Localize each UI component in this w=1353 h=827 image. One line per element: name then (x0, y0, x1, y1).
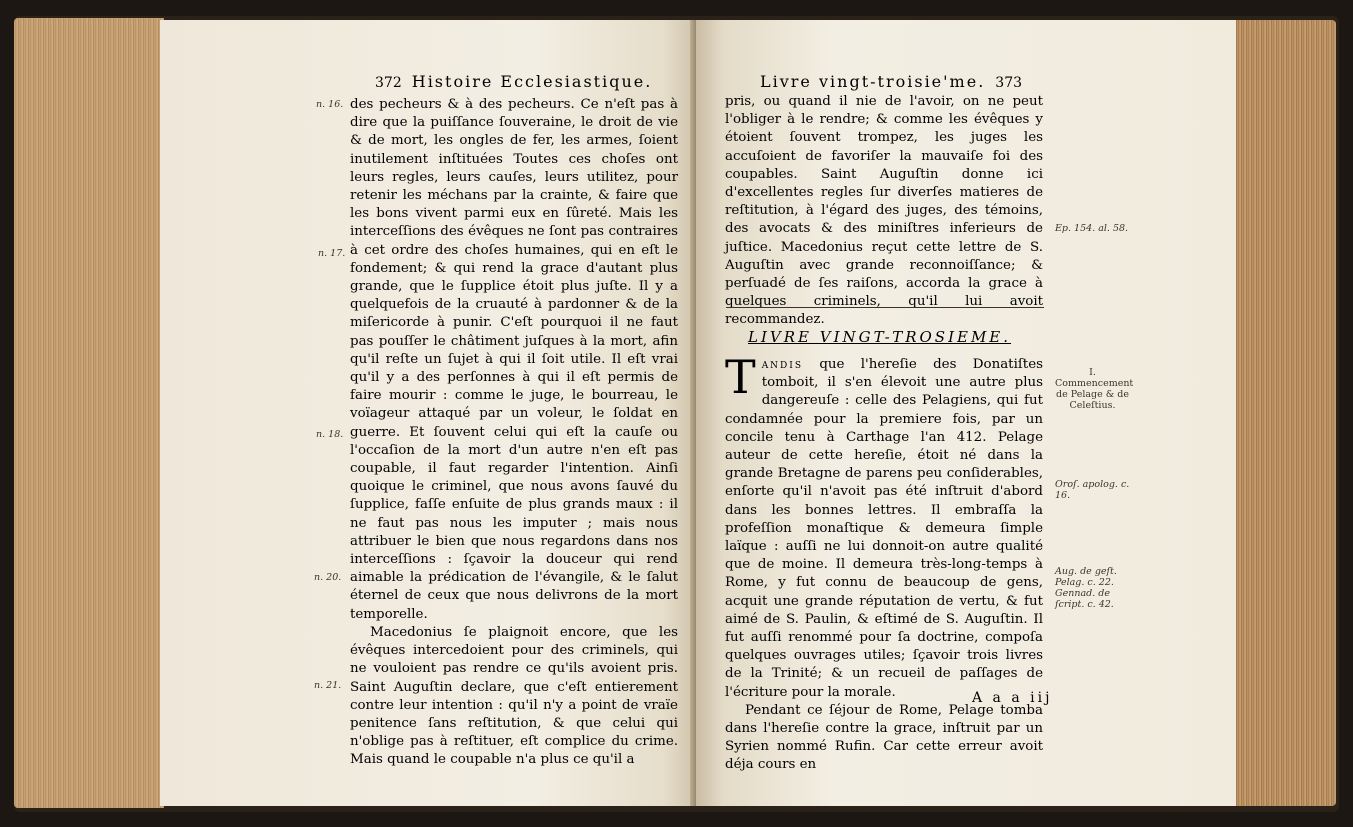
right-margin-note: Ep. 154. al. 58. (1055, 223, 1129, 234)
section-heading: LIVRE VINGT-TROSIEME. (748, 328, 1012, 346)
right-margin-note: Aug. de geſt. Pelag. c. 22. Gennad. de ſcript. c. 42. (1055, 566, 1117, 610)
drop-cap: T (725, 350, 756, 404)
left-margin-note: n. 17. (318, 248, 346, 259)
first-word: andis (761, 357, 803, 372)
left-running-title: Histoire Ecclesiastique. (411, 72, 653, 91)
right-paragraph-second: Pendant ce ſéjour de Rome, Pelage tomba dans l'hereſie contre la grace, inſtruit par un Syrien nommé Rufin. Car cette erreur avoit déja cours en (725, 702, 1043, 773)
right-margin-note: I. Commencement de Pelage & de Celeſtius. (1055, 367, 1134, 411)
left-margin-note: n. 16. (316, 99, 344, 110)
left-page-number: 372 (375, 75, 402, 91)
right-top-text (725, 93, 1043, 330)
right-paragraph-top: pris, ou quand il nie de l'avoir, on ne peut l'obliger à le rendre; & comme les évêques y étoient ſouvent trompez, les juges les accuſoient de favoriſer la mauvaiſe foi des coupables. Saint Auguſtin donne ici d'excellentes regles ſur diverſes matieres de reſtitution, à l'égard des juges, des témoins, des avocats & des miniſtres inferieurs de juſtice. Macedonius reçut cette lettre de S. Auguſtin avec grande reconnoiſſance; & perſuadé de ſes raiſons, accorda la grace à quelques criminels, qu'il lui avoit recommandez. (725, 94, 1043, 328)
left-running-head (365, 72, 652, 91)
left-body-text (350, 96, 678, 770)
signature-mark: A a a iij (972, 690, 1053, 706)
right-page-edges (1232, 20, 1336, 806)
left-paragraph-2: Macedonius ſe plaignoit encore, que les évêques intercedoient pour des criminels, qui ne vouloient pas rendre ce qu'ils avoient pris. Saint Auguſtin declare, que c'eſt entierement contre leur intention : qu'il n'y a point de vraïe penitence ſans reſtitution, & que celui qui n'oblige pas à reſtituer, eſt complice du crime. Mais quand le coupable n'a plus ce qu'il a (350, 624, 678, 768)
right-margin-note: Oroſ. apolog. c. 16. (1055, 479, 1130, 501)
left-paragraph-1: des pecheurs & à des pecheurs. Ce n'eſt pas à dire que la puiſſance ſouveraine, le droit de vie & de mort, les ongles de fer, les armes, ſoient inutilement inſtituées Toutes ces choſes ont leurs regles, leurs cauſes, leurs utilitez, pour retenir les méchans par la crainte, & faire que les bons vivent parmi eux en ſûreté. Mais les interceſſions des évêques ne ſont pas contraires à cet ordre des choſes humaines, qui en eſt le fondement; & qui rend la grace d'autant plus grande, que le ſupplice étoit plus juſte. Il y a quelquefois de la cruauté à pardonner & de la miſericorde à punir. C'eſt pourquoi il ne faut pas pouſſer le châtiment juſques à la mort, afin qu'il reſte un ſujet à qui il ſoit utile. Il eſt vrai qu'il y a des perſonnes à qui il eſt permis de faire mourir : comme le juge, le bourreau, le voïageur attaqué par un voleur, le ſoldat en guerre. Et ſouvent celui qui eſt la cauſe ou l'occaſion de la mort d'un autre n'en eſt pas coupable, il faut regarder l'intention. Ainſi quoique le criminel, que nous avons ſauvé du ſupplice, faſſe enſuite de plus grands maux : il ne faut pas nous les imputer ; mais nous attribuer le bien que nous regardons dans nos interceſſions : ſçavoir la douceur qui rend aimable la prédication de l'évangile, & le ſalut éternel de ceux que nous delivrons de la mort temporelle. (350, 97, 678, 622)
left-margin-note: n. 21. (314, 680, 342, 691)
left-margin-note: n. 18. (316, 429, 344, 440)
right-running-head (760, 72, 1032, 91)
section-rule (726, 307, 1044, 308)
right-page-number: 373 (995, 75, 1023, 91)
left-margin-note: n. 20. (314, 572, 342, 583)
right-body-text (725, 350, 1043, 775)
right-running-title: Livre vingt-troisie'me. (760, 72, 986, 91)
left-page-edges (14, 18, 164, 808)
first-paragraph-body: que l'hereſie des Donatiſtes tomboit, il s'en élevoit une autre plus dangereuſe : celle des Pelagiens, qui fut condamnée pour la premiere fois, par un concile tenu à Carthage l'an 412. Pelage auteur de cette hereſie, étoit né dans la grande Bretagne de parens peu conſiderables, enſorte qu'il n'avoit pas été inſtruit d'abord dans les bonnes lettres. Il embraſſa la profeſſion monaſtique & demeura ſimple laïque : auſſi ne lui donnoit-on autre qualité que de moine. Il demeura très-long-temps à Rome, y fut connu de beaucoup de gens, acquit une grande réputation de vertu, & fut aimé de S. Paulin, & eſtimé de S. Auguſtin. Il fut auſſi renommé pour ſa doctrine, compoſa quelques ouvrages utiles; ſçavoir trois livres de la Trinité; & un recueil de paſſages de l'écriture pour la morale. (725, 357, 1043, 700)
right-paragraph-first (725, 350, 1043, 702)
